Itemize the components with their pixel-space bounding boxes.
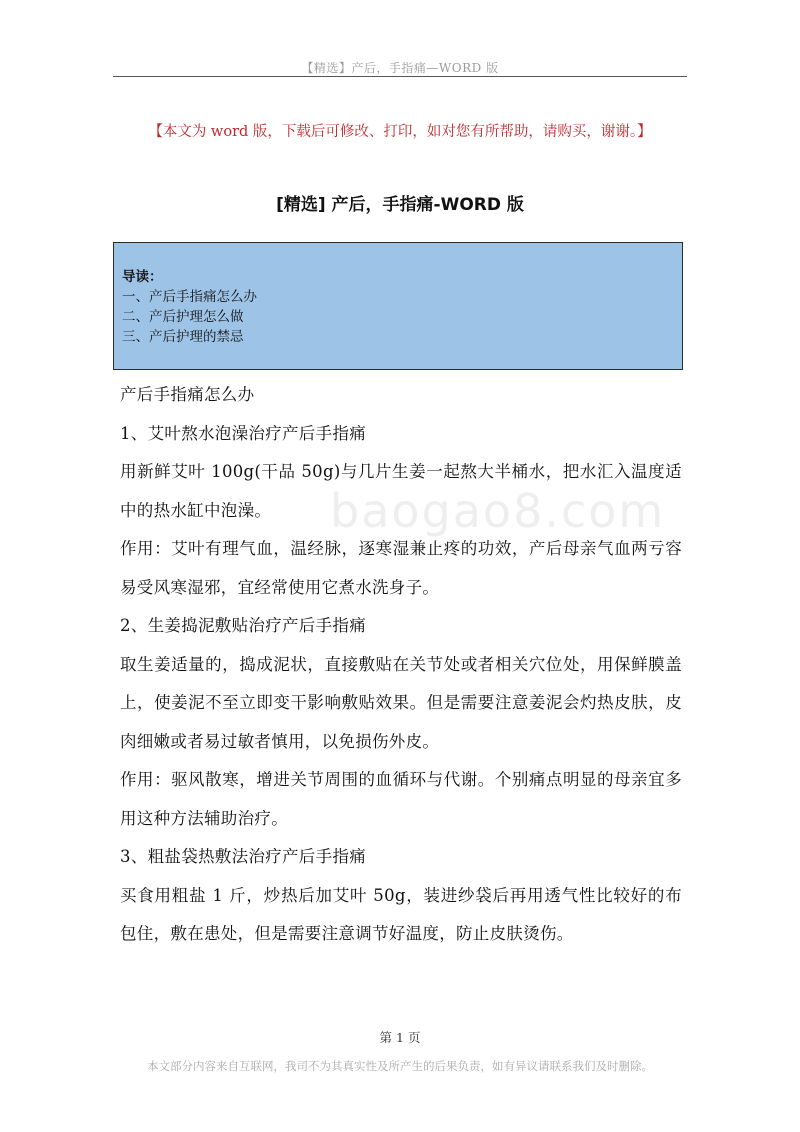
page-number: 第 1 页 (379, 1030, 421, 1045)
section-heading: 产后手指痛怎么办 (120, 385, 255, 404)
body-paragraph: 买食用粗盐 1 斤，炒热后加艾叶 50g，装进纱袋后再用透气性比较好的布包住，敷在患处，但是需要注意调节好温度，防止皮肤烫伤。 (120, 885, 682, 943)
subsection-heading: 1、艾叶熬水泡澡治疗产后手指痛 (120, 423, 366, 443)
guide-item: 三、产后护理的禁忌 (122, 329, 244, 345)
guide-box (113, 242, 683, 370)
subsection-heading: 3、粗盐袋热敷法治疗产后手指痛 (120, 847, 366, 866)
header-divider (113, 76, 687, 77)
body-paragraph: 取生姜适量的，捣成泥状，直接敷贴在关节处或者相关穴位处，用保鲜膜盖上，使姜泥不至立即变干影响敷贴效果。但是需要注意姜泥会灼热皮肤，皮肉细嫩或者易过敏者慎用，以免损伤外皮。 (120, 654, 682, 751)
subsection-heading: 2、生姜捣泥敷贴治疗产后手指痛 (120, 616, 366, 635)
watermark: baogao8.com (330, 484, 666, 538)
document-title: [精选] 产后，手指痛-WORD 版 (276, 195, 524, 215)
body-paragraph: 作用：艾叶有理气血，温经脉，逐寒湿兼止疼的功效，产后母亲气血两亏容易受风寒湿邪，宜经常使用它煮水洗身子。 (120, 539, 682, 597)
guide-title: 导读： (122, 269, 163, 285)
page-header: 【精选】产后，手指痛—WORD 版 (301, 61, 499, 75)
guide-item: 二、产后护理怎么做 (122, 309, 244, 325)
document-body (120, 376, 682, 954)
purchase-notice: 【本文为 word 版，下载后可修改、打印，如对您有所帮助，请购买，谢谢。】 (148, 124, 652, 140)
body-paragraph: 用新鲜艾叶 100g(干品 50g)与几片生姜一起熬大半桶水，把水汇入温度适中的热水缸中泡澡。 (120, 462, 682, 520)
guide-item: 一、产后手指痛怎么办 (122, 289, 257, 305)
body-paragraph: 作用：驱风散寒，增进关节周围的血循环与代谢。个别痛点明显的母亲宜多用这种方法辅助治疗。 (120, 770, 682, 828)
footer-disclaimer: 本文部分内容来自互联网，我司不为其真实性及所产生的后果负责，如有异议请联系我们及时删除。 (147, 1059, 653, 1073)
